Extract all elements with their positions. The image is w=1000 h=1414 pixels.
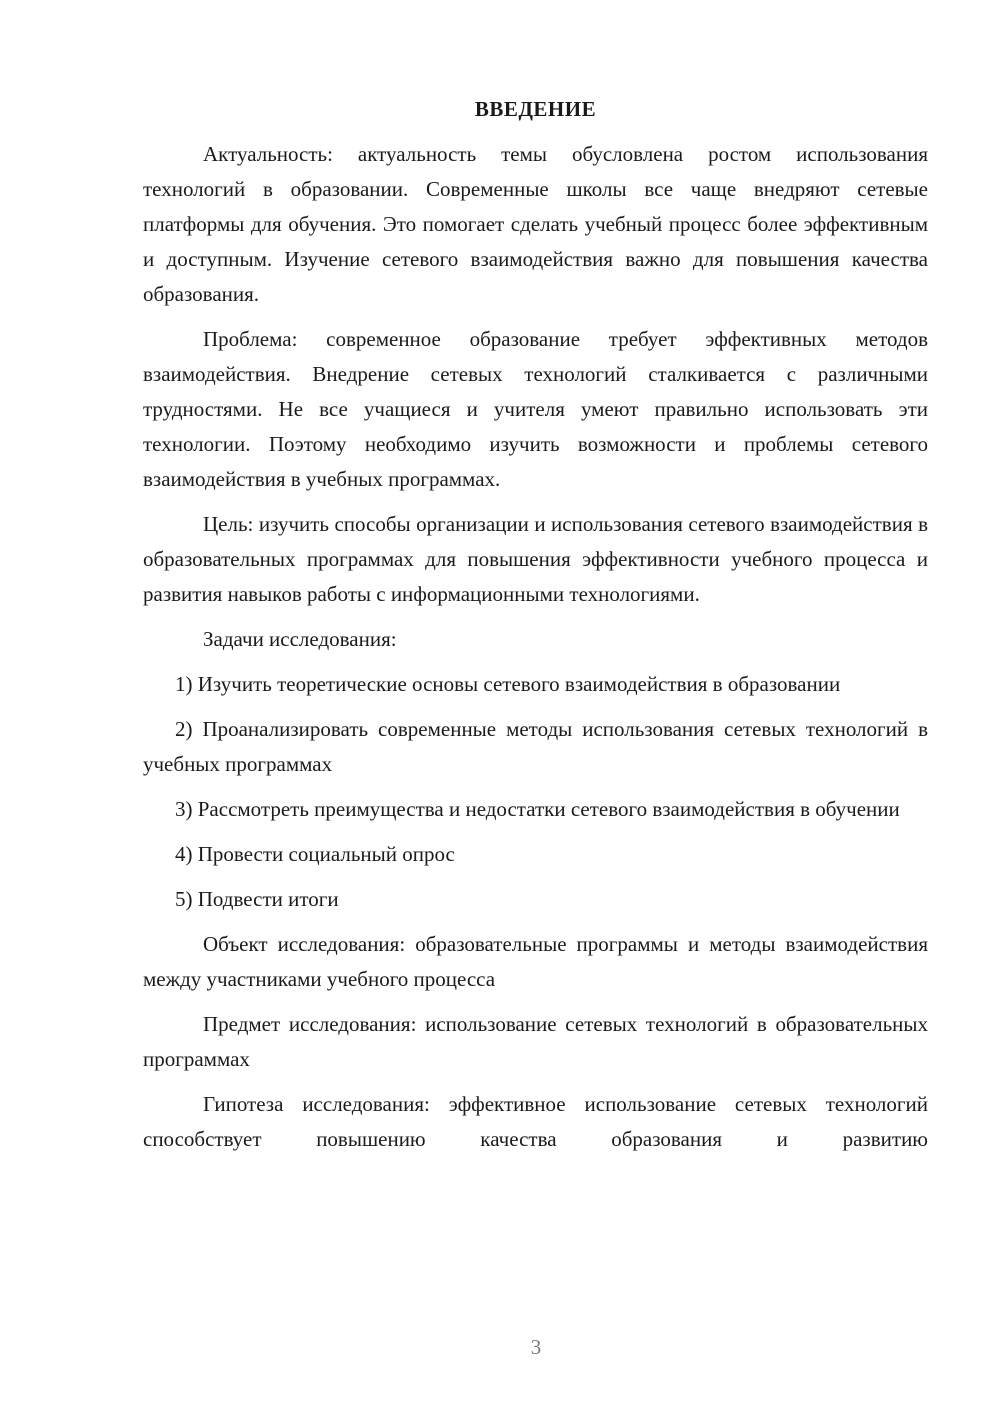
- section-title: ВВЕДЕНИЕ: [474, 97, 597, 121]
- task-item: 1) Изучить теоретические основы сетевого взаимодействия в образовании: [175, 672, 841, 696]
- page-content: [143, 92, 928, 1157]
- goal-paragraph: Цель: изучить способы организации и использования сетевого взаимодействия в образовательных программах для повышения эффективности учебного процесса и развития навыков работы с информационными технологиями.: [143, 512, 928, 606]
- task-item: 4) Провести социальный опрос: [175, 842, 455, 866]
- problem-paragraph: Проблема: современное образование требует эффективных методов взаимодействия. Внедрение сетевых технологий сталкивается с различными трудностями. Не все учащиеся и учителя умеют правильно использовать эти технологии. Поэтому необходимо изучить возможности и проблемы сетевого взаимодействия в учебных программах.: [143, 327, 928, 491]
- page-number: 3: [530, 1335, 542, 1359]
- task-item: 3) Рассмотреть преимущества и недостатки сетевого взаимодействия в обучении: [175, 797, 900, 821]
- object-paragraph: Объект исследования: образовательные программы и методы взаимодействия между участниками учебного процесса: [143, 932, 928, 991]
- relevance-paragraph: Актуальность: актуальность темы обусловлена ростом использования технологий в образовании. Современные школы все чаще внедряют сетевые платформы для обучения. Это помогает сделать учебный процесс более эффективным и доступным. Изучение сетевого взаимодействия важно для повышения качества образования.: [143, 142, 928, 306]
- subject-paragraph: Предмет исследования: использование сетевых технологий в образовательных программах: [143, 1012, 928, 1071]
- tasks-heading: Задачи исследования:: [203, 627, 397, 651]
- task-item: 2) Проанализировать современные методы использования сетевых технологий в учебных программах: [143, 717, 928, 776]
- task-item: 5) Подвести итоги: [175, 887, 339, 911]
- hypothesis-paragraph: Гипотеза исследования: эффективное использование сетевых технологий способствует повышению качества образования и развитию: [143, 1092, 928, 1151]
